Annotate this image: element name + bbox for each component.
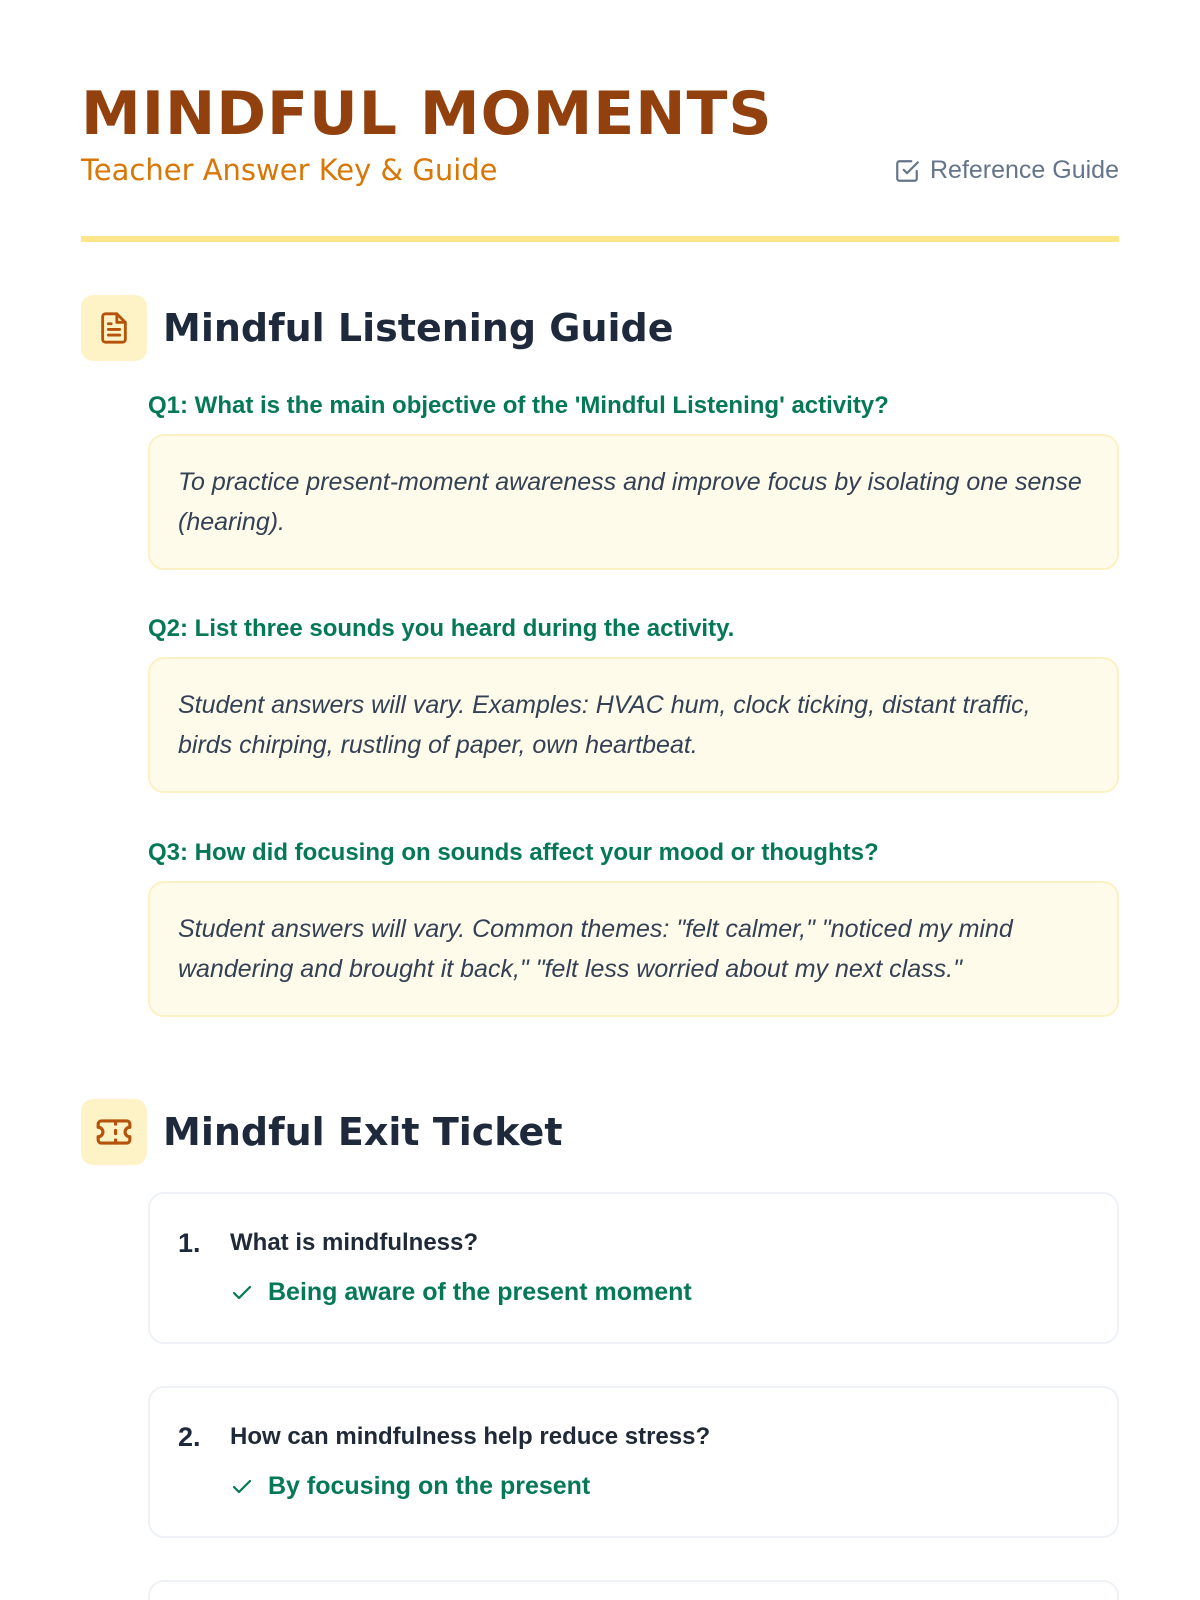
listening-guide-title: Mindful Listening Guide <box>163 306 674 350</box>
question-text: Q3: How did focusing on sounds affect your mood or thoughts? <box>148 839 879 866</box>
question-text: How can mindfulness help reduce stress? <box>230 1423 711 1450</box>
exit-ticket-header <box>81 1098 1119 1166</box>
exit-ticket-section <box>81 1098 1119 1500</box>
exit-ticket-answer <box>230 1472 1089 1501</box>
checkmark-icon <box>230 1281 254 1305</box>
exit-ticket-card <box>148 1386 1119 1538</box>
reference-guide-label <box>894 156 1119 185</box>
question-text: What is mindfulness? <box>230 1229 479 1256</box>
page-header <box>81 0 1119 242</box>
question-number: 2. <box>178 1422 201 1452</box>
question-text: Q1: What is the main objective of the 'Mindful Listening' activity? <box>148 392 889 419</box>
checkbox-icon <box>894 158 920 184</box>
answer-box: To practice present-moment awareness and improve focus by isolating one sense (hearing). <box>148 434 1119 570</box>
listening-guide-header <box>81 294 1119 362</box>
exit-ticket-question-row <box>178 1226 1089 1260</box>
reference-guide-text: Reference Guide <box>929 156 1119 184</box>
document-icon <box>81 295 147 361</box>
checkmark-icon <box>230 1475 254 1499</box>
answer-text: Being aware of the present moment <box>268 1278 692 1306</box>
qa-item <box>148 391 1119 570</box>
exit-ticket-card-partial <box>148 1580 1119 1600</box>
answer-text: By focusing on the present <box>268 1472 591 1500</box>
answer-box: Student answers will vary. Common themes: "felt calmer," "noticed my mind wandering and brought it back," "felt less worried about my next class." <box>148 881 1119 1017</box>
page-subtitle: Teacher Answer Key & Guide <box>81 153 498 187</box>
question-text: Q2: List three sounds you heard during the activity. <box>148 615 735 642</box>
page-title: MINDFUL MOMENTS <box>81 79 773 149</box>
exit-ticket-answer <box>230 1278 1089 1307</box>
answer-box: Student answers will vary. Examples: HVAC hum, clock ticking, distant traffic, birds chirping, rustling of paper, own heartbeat. <box>148 657 1119 793</box>
question-number: 1. <box>178 1228 201 1258</box>
exit-ticket-question-row <box>178 1420 1089 1454</box>
ticket-icon <box>81 1099 147 1165</box>
exit-ticket-card <box>148 1192 1119 1344</box>
exit-ticket-title: Mindful Exit Ticket <box>163 1110 563 1154</box>
qa-item <box>148 838 1119 1017</box>
qa-item <box>148 614 1119 793</box>
listening-guide-section <box>81 294 1119 983</box>
